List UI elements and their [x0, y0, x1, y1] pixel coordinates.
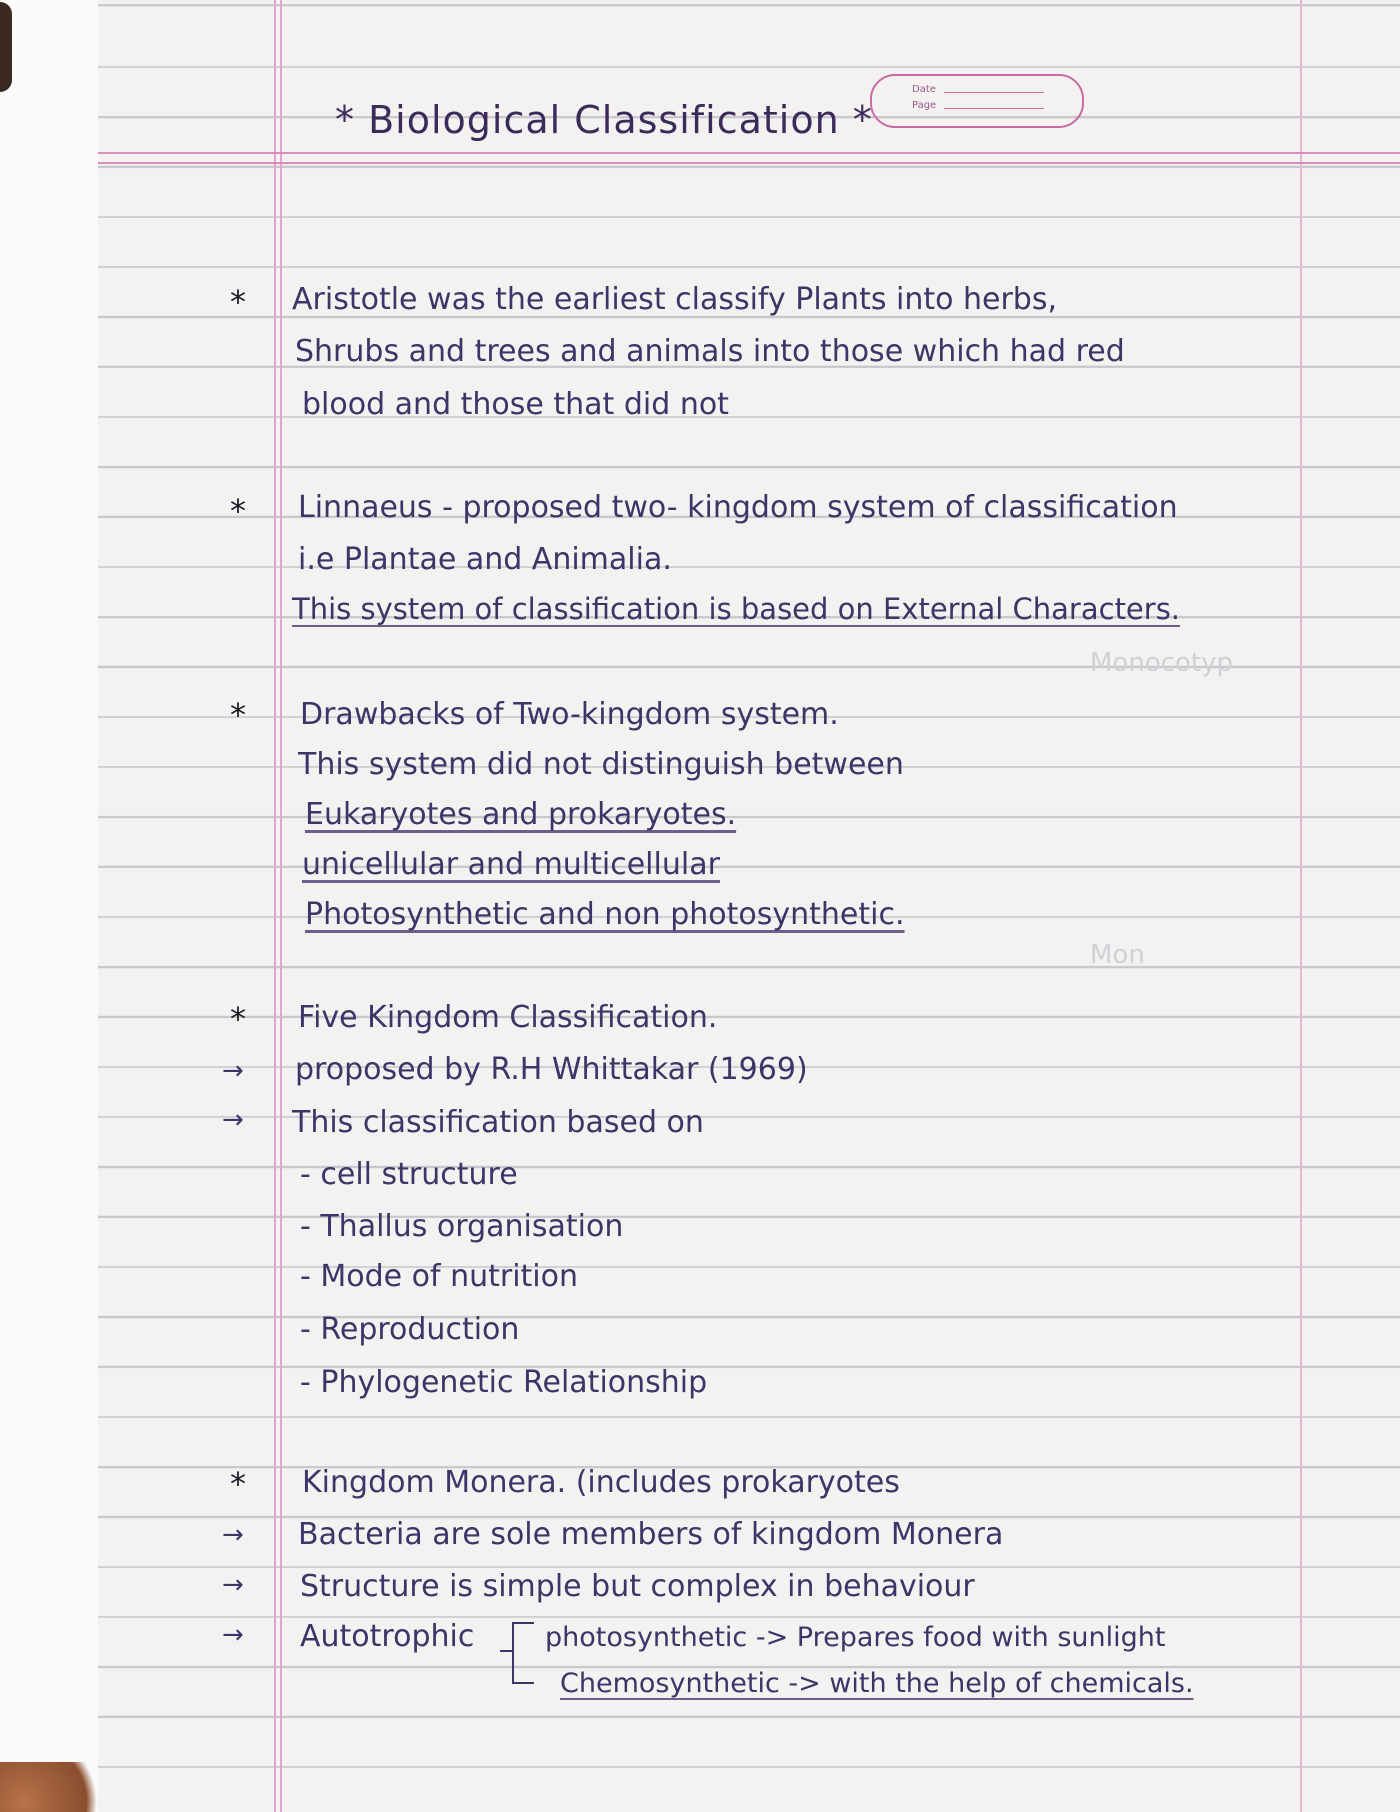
drawbacks-line-1: Drawbacks of Two-kingdom system.: [300, 697, 839, 732]
arrow-icon: →: [222, 1056, 244, 1086]
drawbacks-line-3: Eukaryotes and prokaryotes.: [305, 797, 737, 832]
arrow-icon: →: [222, 1620, 244, 1650]
aristotle-line-1: Aristotle was the earliest classify Plants into herbs,: [292, 282, 1058, 317]
margin-line: [274, 0, 276, 1812]
date-line: [944, 92, 1044, 93]
monera-line-4: Autotrophic: [300, 1619, 475, 1654]
page-line: [944, 108, 1044, 109]
page-title: * Biological Classification *: [335, 98, 873, 142]
drawbacks-line-5: Photosynthetic and non photosynthetic.: [305, 897, 905, 932]
show-through-text: Mon: [1090, 940, 1145, 970]
five-kingdom-item-3: - Mode of nutrition: [300, 1259, 579, 1294]
bullet-asterisk: *: [230, 492, 246, 530]
right-margin-line: [1300, 0, 1302, 1812]
five-kingdom-item-5: - Phylogenetic Relationship: [300, 1365, 708, 1400]
five-kingdom-item-1: - cell structure: [300, 1157, 518, 1192]
page-left-edge: [0, 0, 98, 1812]
monera-heading: Kingdom Monera. (includes prokaryotes: [302, 1465, 900, 1500]
drawbacks-line-4: unicellular and multicellular: [302, 847, 720, 882]
linnaeus-line-1: Linnaeus - proposed two- kingdom system of classification: [298, 490, 1178, 525]
linnaeus-line-3: This system of classification is based on External Characters.: [292, 592, 1181, 626]
aristotle-line-3: blood and those that did not: [302, 387, 729, 422]
margin-line-inner: [280, 0, 282, 1812]
five-kingdom-item-2: - Thallus organisation: [300, 1209, 624, 1244]
aristotle-line-2: Shrubs and trees and animals into those which had red: [295, 334, 1125, 369]
thumb-in-frame: [0, 1762, 120, 1812]
monera-branch-1: photosynthetic -> Prepares food with sunlight: [545, 1622, 1166, 1653]
arrow-icon: →: [222, 1520, 244, 1550]
arrow-icon: →: [222, 1105, 244, 1135]
date-label: Date: [912, 84, 936, 95]
five-kingdom-line-2: proposed by R.H Whittakar (1969): [295, 1052, 808, 1087]
brace-bracket: [512, 1622, 534, 1684]
date-page-box: [870, 74, 1084, 128]
linnaeus-line-2: i.e Plantae and Animalia.: [298, 542, 672, 577]
show-through-text: Monocotyp: [1090, 648, 1234, 678]
bullet-asterisk: *: [230, 1465, 246, 1503]
page-label: Page: [912, 100, 937, 111]
monera-branch-2: Chemosynthetic -> with the help of chemicals.: [560, 1668, 1194, 1699]
drawbacks-line-2: This system did not distinguish between: [298, 747, 904, 782]
five-kingdom-item-4: - Reproduction: [300, 1312, 520, 1347]
monera-line-3: Structure is simple but complex in behaviour: [300, 1569, 975, 1604]
arrow-icon: →: [222, 1570, 244, 1600]
monera-line-2: Bacteria are sole members of kingdom Monera: [298, 1517, 1004, 1552]
bullet-asterisk: *: [230, 696, 246, 734]
binder-mark: [0, 2, 12, 92]
five-kingdom-line-3: This classification based on: [292, 1105, 704, 1140]
bullet-asterisk: *: [230, 283, 246, 321]
brace-tip: [500, 1650, 514, 1652]
header-rule-2: [98, 162, 1400, 164]
header-rule: [98, 152, 1400, 154]
bullet-asterisk: *: [230, 1000, 246, 1038]
five-kingdom-heading: Five Kingdom Classification.: [298, 1000, 718, 1035]
